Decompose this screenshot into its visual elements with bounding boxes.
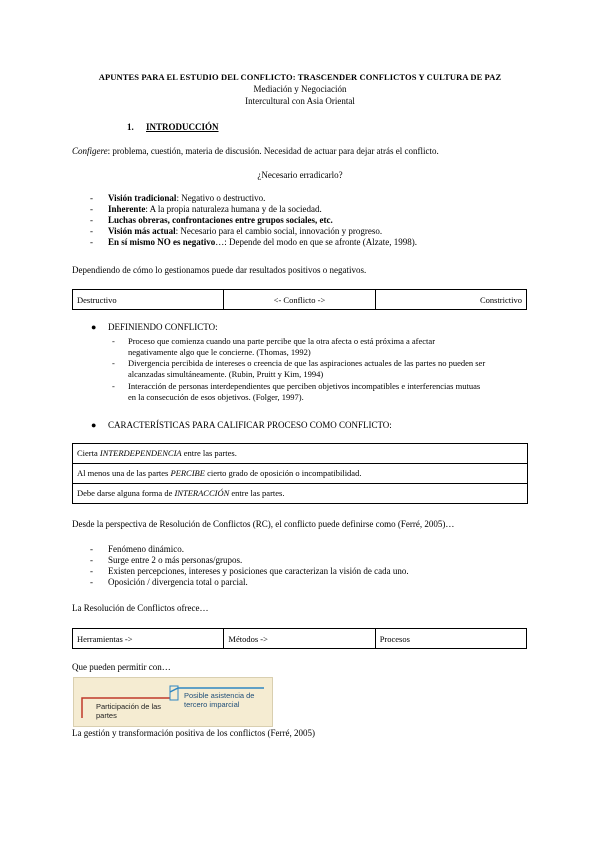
list-item: Existen percepciones, intereses y posiciones que caracterizan la visión de cada uno. [108, 566, 409, 576]
list-item: Fenómeno dinámico. [108, 544, 184, 554]
footer-text: La gestión y transformación positiva de los conflictos (Ferré, 2005) [72, 728, 315, 738]
list-item: Oposición / divergencia total o parcial. [108, 577, 248, 587]
list-item: - Luchas obreras, confrontaciones entre grupos sociales, etc. [90, 215, 333, 225]
list-item: - Visión tradicional: Negativo o destructivo. [90, 193, 266, 203]
depending-text: Dependiendo de cómo lo gestionamos puede dar resultados positivos o negativos. [72, 265, 367, 275]
document-subtitle: Intercultural con Asia Oriental [245, 96, 355, 106]
definition-item: - Interacción de personas interdependientes que perciben objetivos incompatibles e interferencias mutuas en la consecución de esos objetivos. (Folger, 1997). [112, 381, 481, 402]
spectrum-table [72, 289, 527, 310]
tools-cell: Herramientas -> [73, 629, 224, 649]
document-subtitle: Mediación y Negociación [253, 84, 347, 94]
list-item: - Visión más actual: Necesario para el cambio social, innovación y progreso. [90, 226, 383, 236]
table-row: Al menos una de las partes PERCIBE cierto grado de oposición o incompatibilidad. [73, 464, 527, 484]
tools-table [72, 628, 527, 649]
bullet-icon: ● [91, 420, 97, 430]
document-title: APUNTES PARA EL ESTUDIO DEL CONFLICTO: TRASCENDER CONFLICTOS Y CULTURA DE PAZ [98, 72, 502, 82]
list-item: - Inherente: A la propia naturaleza humana y de la sociedad. [90, 204, 322, 214]
diagram-label-parties: Participación de las partes [96, 702, 162, 720]
allow-text: Que pueden permitir con… [72, 662, 171, 672]
rc-list [90, 544, 409, 588]
definition-item: - Divergencia percibida de intereses o creencia de que las aspiraciones actuales de las partes no pueden ser alcanzadas simultáneamente. (Rubin, Pruitt y Kim, 1994) [112, 358, 486, 379]
characteristics-heading: CARACTERÍSTICAS PARA CALIFICAR PROCESO COMO CONFLICTO: [108, 420, 392, 430]
list-item: Surge entre 2 o más personas/grupos. [108, 555, 243, 565]
characteristics-table [72, 443, 528, 504]
table-row: Cierta INTERDEPENDENCIA entre las partes. [73, 444, 527, 464]
spectrum-left: Destructivo [73, 290, 224, 310]
bullet-icon: ● [91, 322, 97, 332]
configere-term: Configere [72, 146, 108, 156]
tools-cell: Procesos [375, 629, 526, 649]
list-item: - En sí mismo NO es negativo…: Depende del modo en que se afronte (Alzate, 1998). [90, 237, 417, 247]
section-title: INTRODUCCIÓN [146, 122, 219, 132]
spectrum-middle: <- Conflicto -> [224, 290, 375, 310]
tools-cell: Métodos -> [224, 629, 375, 649]
resolution-text: La Resolución de Conflictos ofrece… [72, 603, 209, 613]
question: ¿Necesario erradicarlo? [257, 170, 343, 180]
definition-item: - Proceso que comienza cuando una parte percibe que la otra afecta o está próxima a afectar negativamente algo que le concierne. (Thomas, 1992) [112, 336, 436, 357]
spectrum-right: Constrictivo [375, 290, 526, 310]
configere-definition: Configere: problema, cuestión, materia de discusión. Necesidad de actuar para dejar atrás el conflicto. [72, 146, 439, 156]
table-row: Debe darse alguna forma de INTERACCIÓN entre las partes. [77, 488, 285, 498]
rc-intro: Desde la perspectiva de Resolución de Conflictos (RC), el conflicto puede definirse como (Ferré, 2005)… [72, 519, 455, 529]
conflict-diagram [73, 677, 273, 727]
diagram-label-third-party: Posible asistencia de tercero imparcial [184, 691, 255, 709]
defining-heading: DEFINIENDO CONFLICTO: [108, 322, 218, 332]
section-number: 1. [127, 122, 134, 132]
views-list [90, 193, 417, 248]
